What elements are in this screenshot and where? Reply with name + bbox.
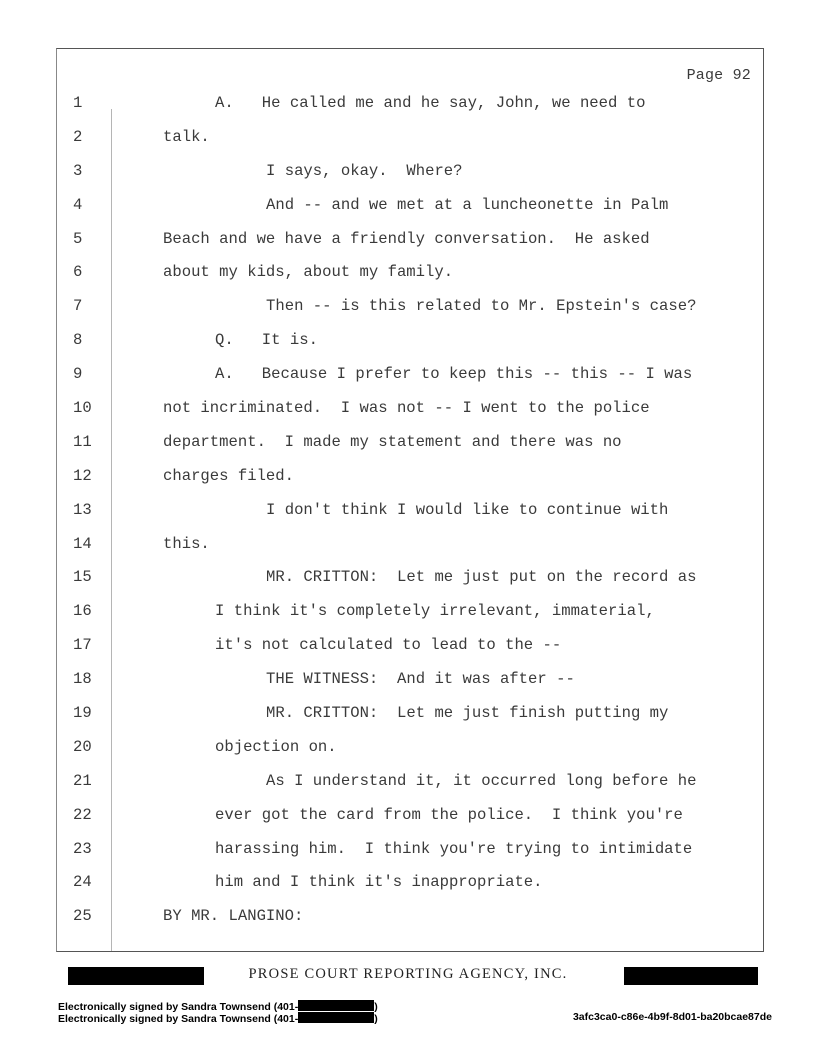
line-text: harassing him. I think you're trying to intimidate	[215, 839, 693, 858]
line-number: 25	[73, 907, 92, 926]
line-text: I think it's completely irrelevant, immaterial,	[215, 602, 655, 621]
transcript-line	[57, 189, 763, 223]
line-number: 19	[73, 704, 92, 723]
line-number: 5	[73, 229, 83, 248]
transcript-lines	[57, 87, 763, 934]
transcript-line	[57, 392, 763, 426]
transcript-line	[57, 426, 763, 460]
transcript-line	[57, 595, 763, 629]
document-hash: 3afc3ca0-c86e-4b9f-8d01-ba20bcae87de	[572, 1011, 772, 1023]
line-text: Q. It is.	[215, 331, 318, 350]
transcript-line	[57, 900, 763, 934]
line-number: 4	[73, 195, 83, 214]
signature-close-2: )	[374, 1013, 378, 1025]
transcript-line	[57, 121, 763, 155]
redaction-signature-2	[298, 1012, 374, 1023]
line-number: 13	[73, 500, 92, 519]
transcript-line	[57, 799, 763, 833]
line-text: A. Because I prefer to keep this -- this -- I was	[215, 365, 693, 384]
page-number: Page 92	[686, 67, 751, 84]
signature-text-2: Electronically signed by Sandra Townsend (401-	[58, 1013, 299, 1025]
line-text: talk.	[163, 127, 210, 146]
line-text: this.	[163, 534, 210, 553]
transcript-line	[57, 561, 763, 595]
line-number: 10	[73, 399, 92, 418]
transcript-line	[57, 87, 763, 121]
line-text: not incriminated. I was not -- I went to the police	[163, 399, 650, 418]
line-text: about my kids, about my family.	[163, 263, 454, 282]
line-number: 11	[73, 432, 92, 451]
transcript-line	[57, 765, 763, 799]
line-number: 18	[73, 670, 92, 689]
line-number: 23	[73, 839, 92, 858]
transcript-line	[57, 223, 763, 257]
transcript-line	[57, 494, 763, 528]
line-text: And -- and we met at a luncheonette in Palm	[266, 195, 669, 214]
redaction-signature-1	[298, 1000, 374, 1011]
line-text: ever got the card from the police. I think you're	[215, 805, 683, 824]
line-text: As I understand it, it occurred long before he	[266, 771, 697, 790]
line-number: 1	[73, 94, 83, 112]
transcript-line	[57, 833, 763, 867]
transcript-line	[57, 460, 763, 494]
line-text: THE WITNESS: And it was after --	[266, 670, 575, 689]
transcript-line	[57, 290, 763, 324]
line-text: him and I think it's inappropriate.	[215, 873, 543, 892]
line-number: 21	[73, 771, 92, 790]
transcript-line	[57, 324, 763, 358]
transcript-line	[57, 528, 763, 562]
signature-close-1: )	[374, 1001, 378, 1013]
line-text: MR. CRITTON: Let me just finish putting my	[266, 704, 669, 723]
transcript-line	[57, 155, 763, 189]
line-text: I don't think I would like to continue with	[266, 500, 669, 519]
line-number: 17	[73, 636, 92, 655]
line-number: 2	[73, 127, 83, 146]
transcript-line	[57, 629, 763, 663]
transcript-line	[57, 358, 763, 392]
line-number: 14	[73, 534, 92, 553]
line-number: 3	[73, 161, 83, 180]
line-text: Beach and we have a friendly conversation. He asked	[163, 229, 650, 248]
signature-text-1: Electronically signed by Sandra Townsend (401-	[58, 1001, 299, 1013]
line-text: charges filed.	[163, 466, 295, 485]
line-number: 24	[73, 873, 92, 892]
signature-line-2	[58, 1012, 378, 1025]
line-number: 16	[73, 602, 92, 621]
transcript-line	[57, 866, 763, 900]
line-number: 22	[73, 805, 92, 824]
line-number: 9	[73, 365, 83, 384]
transcript-line	[57, 256, 763, 290]
line-text: objection on.	[215, 737, 337, 756]
line-text: department. I made my statement and there was no	[163, 432, 622, 451]
line-number: 15	[73, 568, 92, 587]
reporting-agency-name: PROSE COURT REPORTING AGENCY, INC.	[248, 966, 568, 982]
transcript-page-frame	[56, 48, 764, 952]
line-text: A. He called me and he say, John, we need to	[215, 94, 646, 112]
line-text: I says, okay. Where?	[266, 161, 463, 180]
redaction-block-right	[624, 967, 758, 985]
transcript-line	[57, 697, 763, 731]
line-number: 8	[73, 331, 83, 350]
line-number: 6	[73, 263, 83, 282]
line-text: BY MR. LANGINO:	[163, 907, 304, 926]
line-number: 7	[73, 297, 83, 316]
line-number: 12	[73, 466, 92, 485]
line-number: 20	[73, 737, 92, 756]
line-text: it's not calculated to lead to the --	[215, 636, 562, 655]
transcript-line	[57, 731, 763, 765]
line-text: MR. CRITTON: Let me just put on the record as	[266, 568, 697, 587]
line-text: Then -- is this related to Mr. Epstein's case?	[266, 297, 697, 316]
transcript-line	[57, 663, 763, 697]
